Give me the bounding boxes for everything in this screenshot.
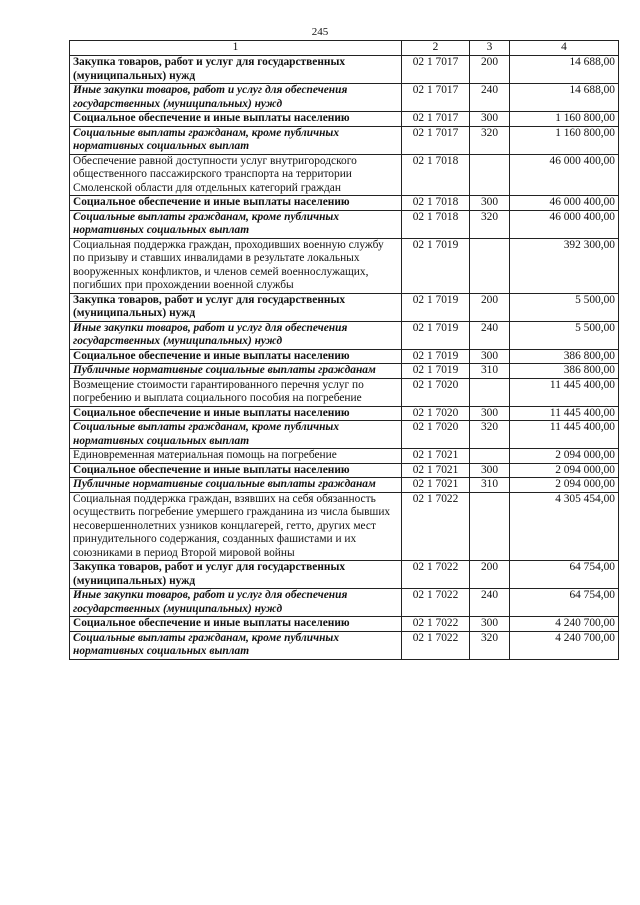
row-code-cell: 02 1 7018: [402, 154, 470, 196]
row-sum-cell: 14 688,00: [510, 84, 619, 112]
row-name-cell: Иные закупки товаров, работ и услуг для обеспечения государственных (муниципальных) нужд: [70, 84, 402, 112]
row-kind-cell: [470, 238, 510, 293]
row-code-cell: 02 1 7021: [402, 463, 470, 478]
row-name-cell: Социальная поддержка граждан, проходивших военную службу по призыву и ставших инвалидами в результате локальных вооруженных конфликтов, и членов семей военнослужащих, погибших при прохождении военной службы: [70, 238, 402, 293]
row-name-cell: Публичные нормативные социальные выплаты гражданам: [70, 478, 402, 493]
table-body: [70, 56, 619, 660]
row-code-cell: 02 1 7022: [402, 617, 470, 632]
row-name-cell: Иные закупки товаров, работ и услуг для обеспечения государственных (муниципальных) нужд: [70, 589, 402, 617]
budget-table: [69, 40, 619, 660]
row-code-cell: 02 1 7019: [402, 293, 470, 321]
row-code-cell: 02 1 7022: [402, 589, 470, 617]
row-code-cell: 02 1 7017: [402, 56, 470, 84]
row-kind-cell: 200: [470, 561, 510, 589]
row-kind-cell: 300: [470, 349, 510, 364]
row-kind-cell: 200: [470, 293, 510, 321]
row-code-cell: 02 1 7017: [402, 112, 470, 127]
page-number: 245: [311, 26, 329, 38]
row-sum-cell: 392 300,00: [510, 238, 619, 293]
table-row: [70, 196, 619, 211]
table-row: [70, 364, 619, 379]
row-code-cell: 02 1 7018: [402, 210, 470, 238]
table-row: [70, 154, 619, 196]
table-row: [70, 421, 619, 449]
row-name-cell: Обеспечение равной доступности услуг внутригородского общественного пассажирского транспорта на территории Смоленской области для отдельных категорий граждан: [70, 154, 402, 196]
row-name-cell: Возмещение стоимости гарантированного перечня услуг по погребению и выплата социального пособия на погребение: [70, 378, 402, 406]
header-col-name: 1: [70, 41, 402, 56]
row-sum-cell: 4 305 454,00: [510, 492, 619, 561]
row-kind-cell: 300: [470, 196, 510, 211]
row-kind-cell: 320: [470, 210, 510, 238]
table-row: [70, 478, 619, 493]
row-code-cell: 02 1 7021: [402, 478, 470, 493]
row-name-cell: Социальное обеспечение и иные выплаты населению: [70, 112, 402, 127]
row-code-cell: 02 1 7020: [402, 421, 470, 449]
row-code-cell: 02 1 7019: [402, 349, 470, 364]
row-kind-cell: [470, 378, 510, 406]
row-sum-cell: 46 000 400,00: [510, 154, 619, 196]
table-row: [70, 561, 619, 589]
row-sum-cell: 11 445 400,00: [510, 421, 619, 449]
row-sum-cell: 14 688,00: [510, 56, 619, 84]
table-row: [70, 112, 619, 127]
row-sum-cell: 46 000 400,00: [510, 196, 619, 211]
row-name-cell: Социальное обеспечение и иные выплаты населению: [70, 349, 402, 364]
row-kind-cell: 310: [470, 364, 510, 379]
row-code-cell: 02 1 7019: [402, 364, 470, 379]
row-name-cell: Закупка товаров, работ и услуг для государственных (муниципальных) нужд: [70, 56, 402, 84]
header-col-kind: 3: [470, 41, 510, 56]
row-code-cell: 02 1 7022: [402, 561, 470, 589]
row-name-cell: Социальное обеспечение и иные выплаты населению: [70, 406, 402, 421]
row-kind-cell: 310: [470, 478, 510, 493]
row-sum-cell: 386 800,00: [510, 364, 619, 379]
row-kind-cell: 320: [470, 631, 510, 659]
row-kind-cell: 320: [470, 126, 510, 154]
row-sum-cell: 2 094 000,00: [510, 449, 619, 464]
row-kind-cell: 320: [470, 421, 510, 449]
row-kind-cell: 200: [470, 56, 510, 84]
row-name-cell: Социальное обеспечение и иные выплаты населению: [70, 196, 402, 211]
row-name-cell: Иные закупки товаров, работ и услуг для обеспечения государственных (муниципальных) нужд: [70, 321, 402, 349]
table-row: [70, 492, 619, 561]
row-name-cell: Единовременная материальная помощь на погребение: [70, 449, 402, 464]
row-name-cell: Закупка товаров, работ и услуг для государственных (муниципальных) нужд: [70, 293, 402, 321]
row-code-cell: 02 1 7018: [402, 196, 470, 211]
table-row: [70, 210, 619, 238]
row-kind-cell: 300: [470, 617, 510, 632]
row-sum-cell: 1 160 800,00: [510, 112, 619, 127]
row-name-cell: Социальное обеспечение и иные выплаты населению: [70, 463, 402, 478]
row-name-cell: Социальные выплаты гражданам, кроме публичных нормативных социальных выплат: [70, 631, 402, 659]
row-kind-cell: 240: [470, 321, 510, 349]
row-code-cell: 02 1 7021: [402, 449, 470, 464]
row-sum-cell: 4 240 700,00: [510, 617, 619, 632]
table-row: [70, 56, 619, 84]
row-kind-cell: 300: [470, 406, 510, 421]
row-kind-cell: 240: [470, 589, 510, 617]
table-row: [70, 238, 619, 293]
row-sum-cell: 11 445 400,00: [510, 406, 619, 421]
row-name-cell: Закупка товаров, работ и услуг для государственных (муниципальных) нужд: [70, 561, 402, 589]
row-sum-cell: 1 160 800,00: [510, 126, 619, 154]
table-row: [70, 463, 619, 478]
row-name-cell: Социальные выплаты гражданам, кроме публичных нормативных социальных выплат: [70, 210, 402, 238]
row-sum-cell: 2 094 000,00: [510, 463, 619, 478]
table-header: [70, 41, 619, 56]
row-code-cell: 02 1 7020: [402, 406, 470, 421]
row-sum-cell: 46 000 400,00: [510, 210, 619, 238]
row-code-cell: 02 1 7017: [402, 126, 470, 154]
row-kind-cell: 300: [470, 463, 510, 478]
table-row: [70, 631, 619, 659]
row-sum-cell: 386 800,00: [510, 349, 619, 364]
row-name-cell: Публичные нормативные социальные выплаты гражданам: [70, 364, 402, 379]
row-kind-cell: 300: [470, 112, 510, 127]
row-kind-cell: 240: [470, 84, 510, 112]
row-kind-cell: [470, 492, 510, 561]
row-code-cell: 02 1 7019: [402, 238, 470, 293]
table-row: [70, 406, 619, 421]
table-row: [70, 84, 619, 112]
table-row: [70, 589, 619, 617]
row-name-cell: Социальные выплаты гражданам, кроме публичных нормативных социальных выплат: [70, 421, 402, 449]
row-sum-cell: 64 754,00: [510, 561, 619, 589]
header-row: [70, 41, 619, 56]
header-col-sum: 4: [510, 41, 619, 56]
table-row: [70, 349, 619, 364]
table-row: [70, 126, 619, 154]
row-sum-cell: 64 754,00: [510, 589, 619, 617]
row-sum-cell: 4 240 700,00: [510, 631, 619, 659]
table-row: [70, 321, 619, 349]
row-code-cell: 02 1 7017: [402, 84, 470, 112]
row-sum-cell: 11 445 400,00: [510, 378, 619, 406]
table-row: [70, 293, 619, 321]
table-row: [70, 617, 619, 632]
table-row: [70, 449, 619, 464]
header-col-code: 2: [402, 41, 470, 56]
row-code-cell: 02 1 7019: [402, 321, 470, 349]
row-name-cell: Социальное обеспечение и иные выплаты населению: [70, 617, 402, 632]
row-code-cell: 02 1 7022: [402, 492, 470, 561]
row-sum-cell: 5 500,00: [510, 321, 619, 349]
table-row: [70, 378, 619, 406]
row-name-cell: Социальные выплаты гражданам, кроме публичных нормативных социальных выплат: [70, 126, 402, 154]
row-sum-cell: 5 500,00: [510, 293, 619, 321]
row-code-cell: 02 1 7020: [402, 378, 470, 406]
row-code-cell: 02 1 7022: [402, 631, 470, 659]
row-sum-cell: 2 094 000,00: [510, 478, 619, 493]
row-kind-cell: [470, 154, 510, 196]
row-name-cell: Социальная поддержка граждан, взявших на себя обязанность осуществить погребение умершего гражданина из числа бывших несовершеннолетних узников концлагерей, гетто, других мест принудительного содержания, созданных фашистами и их союзниками в период Второй мировой войны: [70, 492, 402, 561]
row-kind-cell: [470, 449, 510, 464]
